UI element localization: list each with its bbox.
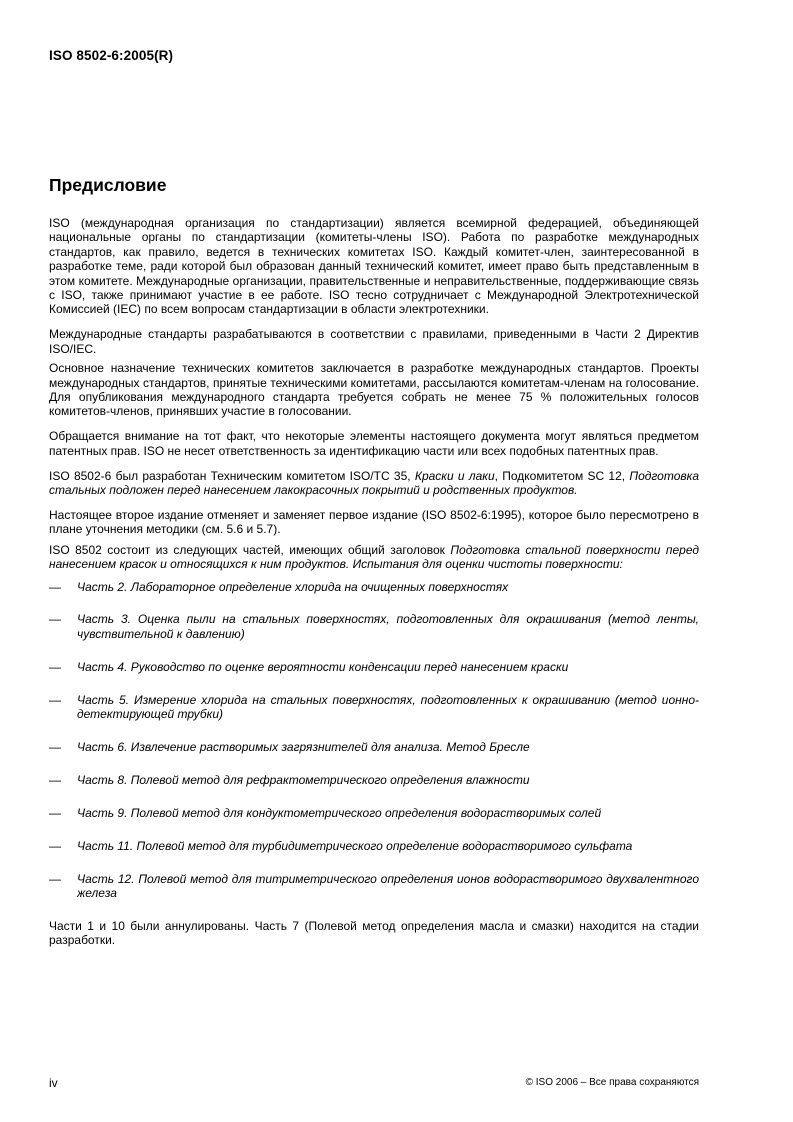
list-item-text: Часть 8. Полевой метод для рефрактометрического определения влажности bbox=[77, 772, 530, 787]
document-id-header: ISO 8502-6:2005(R) bbox=[49, 48, 174, 63]
list-dash: — bbox=[49, 612, 61, 627]
list-item bbox=[49, 839, 699, 853]
list-item-text: Часть 12. Полевой метод для титриметрического определения ионов водорастворимого двухвалентного железа bbox=[77, 871, 699, 900]
paragraph-committees: Основное назначение технических комитетов заключается в разработке международных стандартов. Проекты международных стандартов, принятые техническими комитетами, рассылаются комитетам-членам на голосование. Для опубликования международного стандарта требуется собрать не менее 75 % положительных голосов комитетов-членов, принявших участие в голосовании. bbox=[49, 361, 699, 419]
paragraph-prepared-by bbox=[49, 469, 699, 498]
foreword-content bbox=[49, 216, 699, 958]
list-dash: — bbox=[49, 838, 61, 853]
list-item-text: Часть 6. Извлечение растворимых загрязнителей для анализа. Метод Бресле bbox=[77, 739, 530, 754]
list-dash: — bbox=[49, 659, 61, 674]
list-dash: — bbox=[49, 579, 61, 594]
list-item-text: Часть 2. Лабораторное определение хлорида на очищенных поверхностях bbox=[77, 579, 509, 594]
list-dash: — bbox=[49, 772, 61, 787]
list-item bbox=[49, 773, 699, 787]
list-dash: — bbox=[49, 692, 61, 707]
prepared-by-subcommittee-title: Подготовка стальных подложен перед нанесением лакокрасочных покрытий и родственных продуктов. bbox=[49, 468, 699, 497]
paragraph-iso-intro: ISO (международная организация по стандартизации) является всемирной федерацией, объединяющей национальные органы по стандартизации (комитеты-члены ISO). Работа по разработке международных стандартов, как правило, ведется в технических комитетах ISO. Каждый комитет-член, заинтересованной в разработке теме, ради которой был образован данный технический комитет, имеет право быть представленным в этом комитете. Международные организации, правительственные и неправительственные, поддерживающие связь с ISO, также принимают участие в ее работе. ISO тесно сотрудничает с Международной Электротехнической Комиссией (IEC) по всем вопросам стандартизации в области электротехники. bbox=[49, 216, 699, 317]
copyright-notice: © ISO 2006 – Все права сохраняются bbox=[525, 1077, 699, 1088]
parts-general-title: Подготовка стальной поверхности перед нанесением красок и относящихся к ним продуктов. Испытания для оценки чистоты поверхности: bbox=[49, 542, 700, 572]
list-item bbox=[49, 660, 699, 674]
list-item-text: Часть 5. Измерение хлорида на стальных поверхностях, подготовленных к окрашиванию (метод ионно-детектирующей трубки) bbox=[77, 692, 699, 722]
list-item bbox=[49, 872, 699, 901]
list-item bbox=[49, 693, 699, 722]
list-item-text: Часть 11. Полевой метод для турбидиметрического определение водорастворимого сульфата bbox=[77, 838, 633, 853]
list-item bbox=[49, 806, 699, 820]
page-title: Предисловие bbox=[49, 175, 167, 195]
paragraph-parts-intro bbox=[49, 543, 699, 572]
parts-intro-text: ISO 8502 состоит из следующих частей, имеющих общий заголовок bbox=[49, 542, 451, 557]
prepared-by-committee-title: Краски и лаки bbox=[414, 468, 495, 483]
list-item-text: Часть 9. Полевой метод для кондуктометрического определения водорастворимых солей bbox=[77, 805, 602, 820]
list-item bbox=[49, 740, 699, 754]
paragraph-annulled-parts: Части 1 и 10 были аннулированы. Часть 7 (Полевой метод определения масла и смазки) находится на стадии разработки. bbox=[49, 918, 699, 948]
list-item bbox=[49, 612, 699, 641]
paragraph-patents: Обращается внимание на тот факт, что некоторые элементы настоящего документа могут являться предметом патентных прав. ISO не несет ответственность за идентификацию части или всех подобных патентных прав. bbox=[49, 429, 699, 458]
list-dash: — bbox=[49, 871, 61, 886]
paragraph-directives: Международные стандарты разрабатываются в соответствии с правилами, приведенными в Части 2 Директив ISO/IEC. bbox=[49, 327, 699, 356]
list-item-text: Часть 3. Оценка пыли на стальных поверхностях, подготовленных для окрашивания (метод ленты, чувствительной к давлению) bbox=[77, 612, 699, 641]
prepared-by-text-1: ISO 8502-6 был разработан Техническим комитетом ISO/TC 35, bbox=[49, 468, 415, 483]
list-item-text: Часть 4. Руководство по оценке вероятности конденсации перед нанесением краски bbox=[77, 659, 569, 674]
page-number: iv bbox=[49, 1076, 58, 1090]
prepared-by-text-2: , Подкомитетом SC 12, bbox=[494, 468, 630, 483]
list-item bbox=[49, 580, 699, 594]
list-dash: — bbox=[49, 805, 61, 820]
list-dash: — bbox=[49, 739, 61, 754]
paragraph-edition: Настоящее второе издание отменяет и заменяет первое издание (ISO 8502-6:1995), которое было пересмотрено в плане уточнения методики (см. 5.6 и 5.7). bbox=[49, 507, 699, 537]
parts-list bbox=[49, 580, 699, 901]
